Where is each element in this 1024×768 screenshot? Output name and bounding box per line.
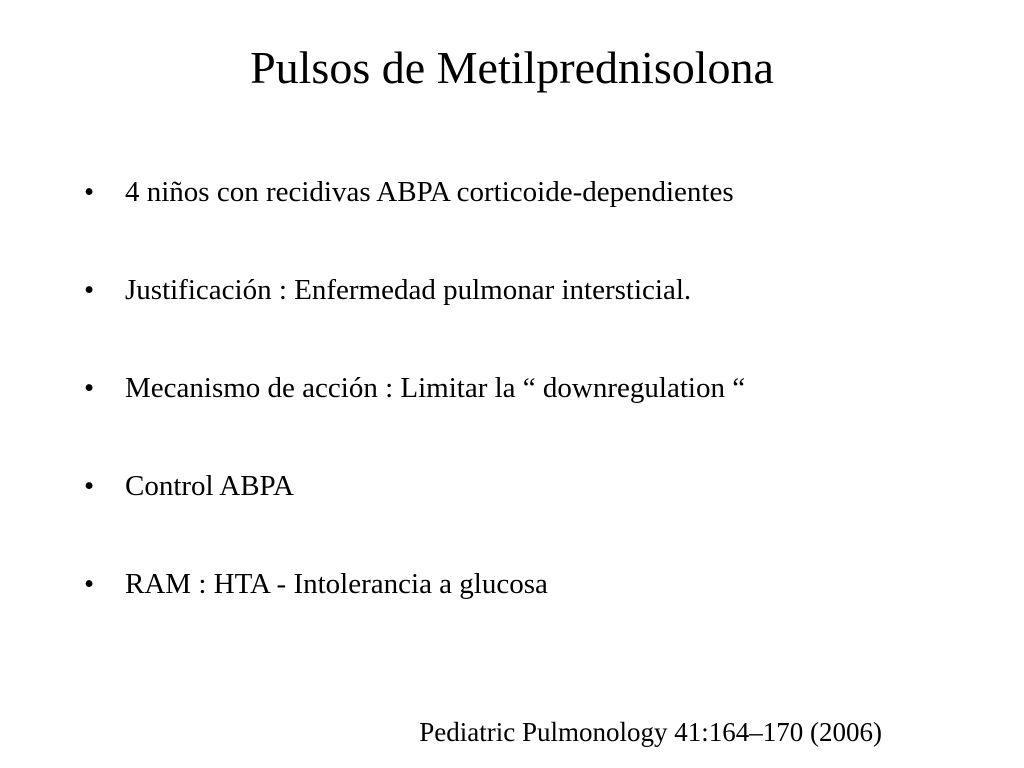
bullet-item [84, 264, 984, 362]
bullet-text: 4 niños con recidivas ABPA corticoide-dependientes [125, 176, 734, 208]
bullet-item [84, 166, 984, 264]
bullet-item [84, 558, 984, 656]
bullet-item [84, 362, 984, 460]
reference-citation: Pediatric Pulmonology 41:164–170 (2006) [419, 717, 882, 747]
bullet-text: Justificación : Enfermedad pulmonar intersticial. [125, 274, 692, 306]
bullet-icon: • [84, 274, 95, 306]
bullet-icon: • [84, 568, 95, 600]
bullet-list [84, 166, 984, 656]
bullet-icon: • [84, 176, 95, 208]
bullet-text: Control ABPA [125, 470, 294, 502]
bullet-text: RAM : HTA - Intolerancia a glucosa [125, 568, 548, 600]
bullet-text: Mecanismo de acción : Limitar la “ downregulation “ [125, 372, 746, 404]
slide-title: Pulsos de Metilprednisolona [250, 42, 774, 93]
bullet-icon: • [84, 470, 95, 502]
bullet-item [84, 460, 984, 558]
bullet-icon: • [84, 372, 95, 404]
